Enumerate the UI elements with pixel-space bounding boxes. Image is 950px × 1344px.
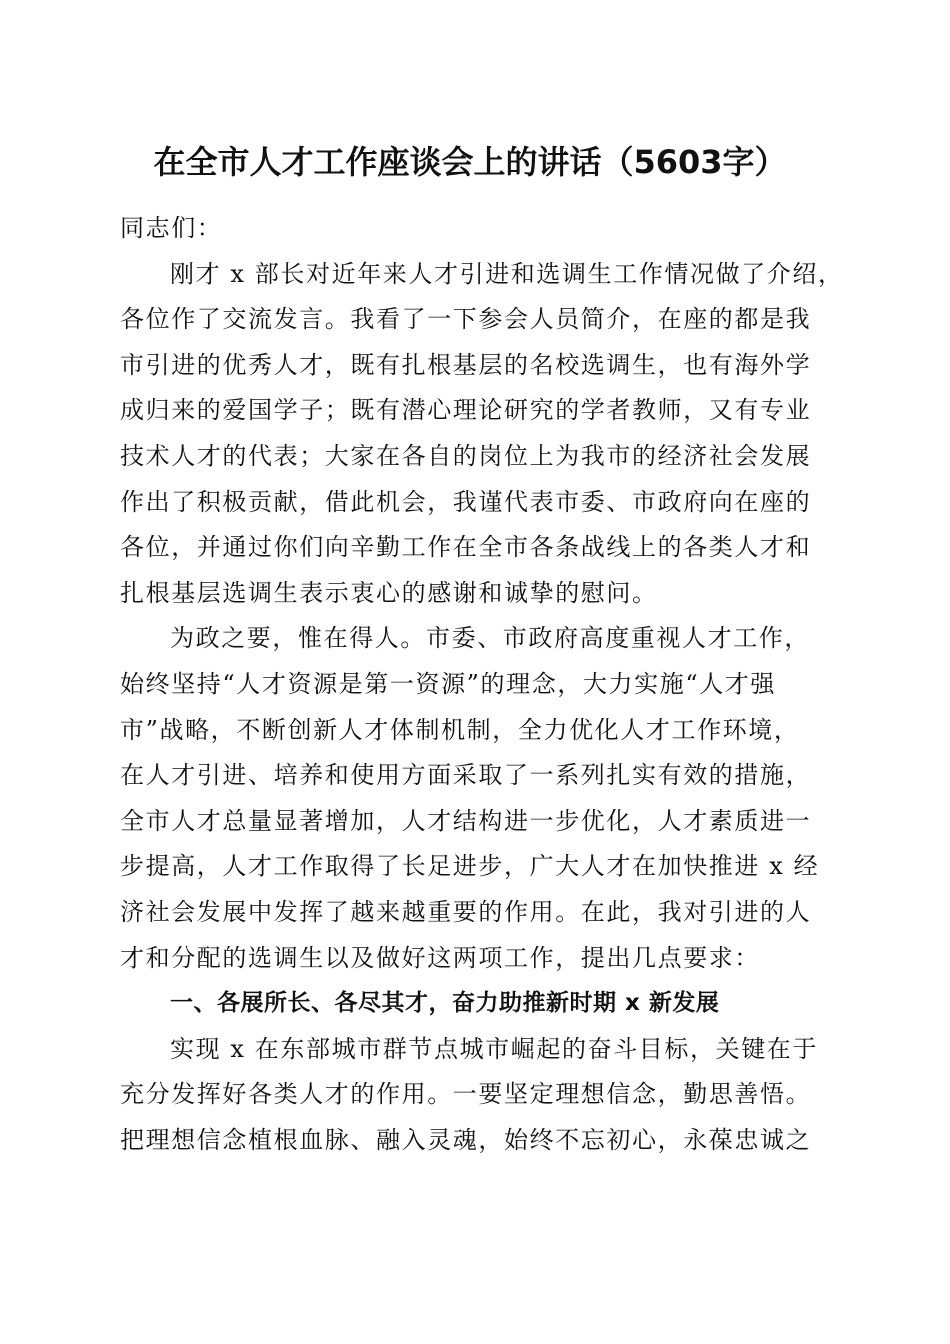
paragraph-2 xyxy=(120,616,826,981)
paragraph-line: 市引进的优秀人才，既有扎根基层的名校选调生，也有海外学 xyxy=(120,350,812,379)
paragraph-line: 刚才 x 部长对近年来人才引进和选调生工作情况做了介绍， xyxy=(170,259,844,288)
paragraph-line: 济社会发展中发挥了越来越重要的作用。在此，我对引进的人 xyxy=(120,897,812,926)
paragraph-line: 各位，并通过你们向辛勤工作在全市各条战线上的各类人才和 xyxy=(120,533,812,562)
paragraph-line: 把理想信念植根血脉、融入灵魂，始终不忘初心，永葆忠诚之 xyxy=(120,1125,812,1154)
paragraph-line: 实现 x 在东部城市群节点城市崛起的奋斗目标，关键在于 xyxy=(170,1034,818,1063)
paragraph-line: 为政之要，惟在得人。市委、市政府高度重视人才工作， xyxy=(170,624,810,653)
document-body xyxy=(120,206,844,1163)
paragraph-line: 步提高，人才工作取得了长足进步，广大人才在加快推进 x 经 xyxy=(120,852,820,881)
paragraph-line: 在人才引进、培养和使用方面采取了一系列扎实有效的措施， xyxy=(120,761,812,790)
paragraph-line: 扎根基层选调生表示衷心的感谢和诚挚的慰问。 xyxy=(120,578,658,607)
document-title: 在全市人才工作座谈会上的讲话（5603字） xyxy=(153,143,787,181)
paragraph-line: 才和分配的选调生以及做好这两项工作，提出几点要求： xyxy=(120,943,760,972)
paragraph-line: 全市人才总量显著增加，人才结构进一步优化，人才素质进一 xyxy=(120,806,812,835)
paragraph-1 xyxy=(120,252,844,617)
paragraph-line: 成归来的爱国学子；既有潜心理论研究的学者教师，又有专业 xyxy=(120,396,812,425)
paragraph-line: 作出了积极贡献，借此机会，我谨代表市委、市政府向在座的 xyxy=(120,487,812,516)
paragraph-line: 技术人才的代表；大家在各自的岗位上为我市的经济社会发展 xyxy=(120,441,812,470)
paragraph-3 xyxy=(120,1027,826,1164)
paragraph-line: 始终坚持“人才资源是第一资源”的理念，大力实施“人才强 xyxy=(120,669,777,698)
paragraph-line: 市”战略，不断创新人才体制机制，全力优化人才工作环境， xyxy=(120,715,800,744)
salutation: 同志们： xyxy=(120,214,223,242)
section-heading: 一、各展所长、各尽其才，奋力助推新时期 x 新发展 xyxy=(170,990,720,1017)
paragraph-line: 各位作了交流发言。我看了一下参会人员简介，在座的都是我 xyxy=(120,305,812,334)
paragraph-line: 充分发挥好各类人才的作用。一要坚定理想信念，勤思善悟。 xyxy=(120,1080,812,1109)
